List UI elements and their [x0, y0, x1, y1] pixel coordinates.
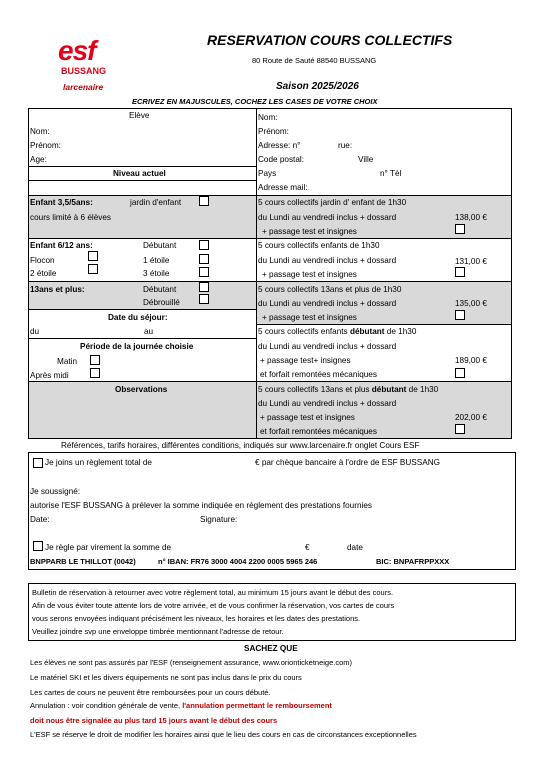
table-mid [256, 108, 257, 438]
eleve-header: Elève [129, 111, 150, 120]
offer2-line3: + passage test et insignes [262, 270, 357, 279]
larcenaire-label: larcenaire [63, 82, 104, 92]
r-nom-label: Nom: [258, 113, 278, 122]
matin-checkbox[interactable] [90, 355, 100, 365]
virement-label: Je règle par virement la somme de [45, 543, 172, 552]
nom-label: Nom: [30, 127, 50, 136]
r-prenom-label: Prénom: [258, 127, 289, 136]
r-adresse-label: Adresse: n° [258, 141, 301, 150]
cours-limite: cours limité à 6 élèves [30, 213, 111, 222]
offer1-line1: 5 cours collectifs jardin d' enfant de 1h30 [258, 198, 407, 207]
page-title: RESERVATION COURS COLLECTIFS [207, 32, 453, 48]
date2-label: date [347, 543, 363, 552]
table-top [28, 108, 512, 109]
debutant-checkbox[interactable] [199, 240, 209, 250]
offer2-price: 131,00 € [455, 257, 487, 266]
soussigne-label: Je soussigné: [30, 487, 81, 496]
bnp-label: BNPPARB LE THILLOT (0042) [30, 557, 136, 566]
date-sejour-label: Date du séjour: [108, 313, 168, 322]
debutant2-label: Débutant [143, 285, 177, 294]
offer4-line4: et forfait remontées mécaniques [260, 370, 377, 379]
sachez-line4a: Annulation : voir condition générale de vente, [30, 701, 183, 710]
bulletin-line1: Bulletin de réservation à retourner avec votre règlement total, au minimum 15 jours avant le début des cours. [32, 588, 394, 597]
etoile3-label: 3 étoile [143, 269, 170, 278]
offer3-checkbox[interactable] [455, 310, 465, 320]
table-left [28, 108, 29, 438]
hline-281 [28, 281, 512, 282]
sachez-title: SACHEZ QUE [244, 644, 298, 653]
offer5-price: 202,00 € [455, 413, 487, 422]
references: Références, tarifs horaires, différentes conditions, indiqués sur www.larcenaire.fr onglet Cours ESF [61, 441, 420, 450]
season: Saison 2025/2026 [276, 81, 359, 92]
hline-324r [256, 324, 512, 325]
hline-338l [28, 338, 256, 339]
hline-309l [28, 309, 256, 310]
address-line: 80 Route de Sauté 88540 BUSSANG [252, 56, 377, 65]
offer4-line2: du Lundi au vendredi inclus + dossard [258, 342, 397, 351]
offer5-checkbox[interactable] [455, 424, 465, 434]
autorise-label: autorise l'ESF BUSSANG à prélever la somme indiquée en règlement des prestations fournies [30, 501, 372, 510]
r-pays-label: Pays [258, 169, 277, 178]
sachez-line4 [30, 701, 332, 710]
debrouille-checkbox[interactable] [199, 294, 209, 304]
r-cp-label: Code postal: [258, 155, 304, 164]
logo-city: BUSSANG [61, 66, 107, 76]
hline-381 [28, 381, 512, 382]
apres-midi-checkbox[interactable] [90, 368, 100, 378]
debrouille-label: Débrouillé [143, 298, 180, 307]
offer3-price: 135,00 € [455, 299, 487, 308]
offer1-line2: du Lundi au vendredi inclus + dossard [258, 213, 397, 222]
signature-label: Signature: [200, 515, 238, 524]
offer5-line4: et forfait remontées mécaniques [260, 427, 377, 436]
par-cheque-label: € par chèque bancaire à l'ordre de ESF BUSSANG [255, 458, 440, 467]
enfant612-label: Enfant 6/12 ans: [30, 241, 93, 250]
du-label: du [30, 327, 40, 336]
offer5-line2: du Lundi au vendredi inclus + dossard [258, 399, 397, 408]
enfant35-label: Enfant 3,5/5ans: [30, 198, 93, 207]
bulletin-line3: vous serons envoyées indiquant précisément les niveaux, les horaires et les dates des prestations. [32, 614, 361, 623]
sachez-line6: L'ESF se réserve le droit de modifier les horaires ainsi que le lieu des cours en cas de circonstances exceptionnelles [30, 730, 417, 739]
bulletin-line4: Veuillez joindre svp une enveloppe timbrée mentionnant l'adresse de retour. [32, 627, 284, 636]
offer3-line1: 5 cours collectifs 13ans et plus de 1h30 [258, 285, 402, 294]
ans13-label: 13ans et plus: [30, 285, 85, 294]
table-bottom [28, 438, 512, 439]
offer2-line2: du Lundi au vendredi inclus + dossard [258, 256, 397, 265]
offer2-checkbox[interactable] [455, 267, 465, 277]
euro-sign: € [305, 543, 310, 552]
offer5-line1c: de 1h30 [406, 385, 439, 394]
offer3-line2: du Lundi au vendredi inclus + dossard [258, 299, 397, 308]
payment-box [28, 452, 516, 570]
etoile2-checkbox[interactable] [88, 264, 98, 274]
debutant2-checkbox[interactable] [199, 282, 209, 292]
sachez-line3: Les cartes de cours ne peuvent être remboursées pour un cours débuté. [30, 688, 271, 697]
matin-label: Matin [57, 357, 78, 366]
offer4-line1a: 5 cours collectifs enfants [258, 327, 350, 336]
offer4-price: 189,00 € [455, 356, 487, 365]
date-label: Date: [30, 515, 50, 524]
offer4-line3: + passage test+ insignes [260, 356, 351, 365]
au-label: au [144, 327, 154, 336]
hline-166l [28, 166, 256, 167]
hline-195 [28, 195, 512, 196]
jardin-label: jardin d'enfant [130, 198, 182, 207]
offer4-line1c: de 1h30 [384, 327, 417, 336]
offer4-line1b: débutant [349, 327, 385, 336]
sachez-line4b: l'annulation permettant le remboursement [182, 701, 332, 710]
svg-text:esf: esf [58, 36, 96, 64]
r-email-label: Adresse mail: [258, 183, 308, 192]
instructions: ECRIVEZ EN MAJUSCULES, COCHEZ LES CASES DE VOTRE CHOIX [132, 97, 378, 106]
offer1-line3: + passage test et insignes [262, 227, 357, 236]
debutant-label: Débutant [143, 241, 177, 250]
periode-label: Période de la journée choisie [80, 342, 194, 351]
sachez-line5: doit nous être signalée au plus tard 15 jours avant le début des cours [30, 716, 278, 725]
niveau-label: Niveau actuel [113, 169, 166, 178]
observations-label: Observations [115, 385, 168, 394]
sachez-line2: Le matériel SKI et les divers équipements ne sont pas inclus dans le prix du cours [30, 673, 302, 682]
offer5-line1 [258, 385, 438, 394]
jardin-checkbox[interactable] [199, 196, 209, 206]
etoile1-checkbox[interactable] [199, 254, 209, 264]
prenom-label: Prénom: [30, 141, 61, 150]
offer5-line1a: 5 cours collectifs 13ans et plus [258, 385, 372, 394]
hline-238 [28, 238, 512, 239]
offer3-line3: + passage test et insignes [262, 313, 357, 322]
esf-logo [58, 36, 118, 64]
flocon-label: Flocon [30, 256, 55, 265]
joins-label: Je joins un règlement total de [45, 458, 152, 467]
age-label: Age: [30, 155, 47, 164]
offer5-line3: + passage test et insignes [260, 413, 355, 422]
iban-label: n° IBAN: FR76 3000 4004 2200 0005 5965 246 [158, 557, 318, 566]
offer4-line1 [258, 327, 416, 336]
hline-180l [28, 180, 256, 181]
etoile2-label: 2 étoile [30, 269, 57, 278]
r-ville-label: Ville [358, 155, 374, 164]
offer1-price: 138,00 € [455, 213, 487, 222]
offer1-checkbox[interactable] [455, 224, 465, 234]
etoile1-label: 1 étoile [143, 256, 170, 265]
table-right [511, 108, 512, 438]
sachez-line1: Les élèves ne sont pas assurés par l'ESF (renseignement assurance, www.orionticketneige.com) [30, 658, 353, 667]
flocon-checkbox[interactable] [88, 251, 98, 261]
virement-checkbox[interactable] [33, 541, 43, 551]
bic-label: BIC: BNPAFRPPXXX [376, 557, 450, 566]
apres-midi-label: Après midi [30, 371, 69, 380]
etoile3-checkbox[interactable] [199, 267, 209, 277]
offer5-line1b: débutant [371, 385, 407, 394]
offer2-line1: 5 cours collectifs enfants de 1h30 [258, 241, 380, 250]
r-tel-label: n° Tèl [380, 169, 402, 178]
cheque-checkbox[interactable] [33, 458, 43, 468]
offer4-checkbox[interactable] [455, 368, 465, 378]
bulletin-line2: Afin de vous éviter toute attente lors de votre arrivée, et de vous confirmer la réservation, vos cartes de cours [32, 601, 395, 610]
r-rue-label: rue: [338, 141, 353, 150]
